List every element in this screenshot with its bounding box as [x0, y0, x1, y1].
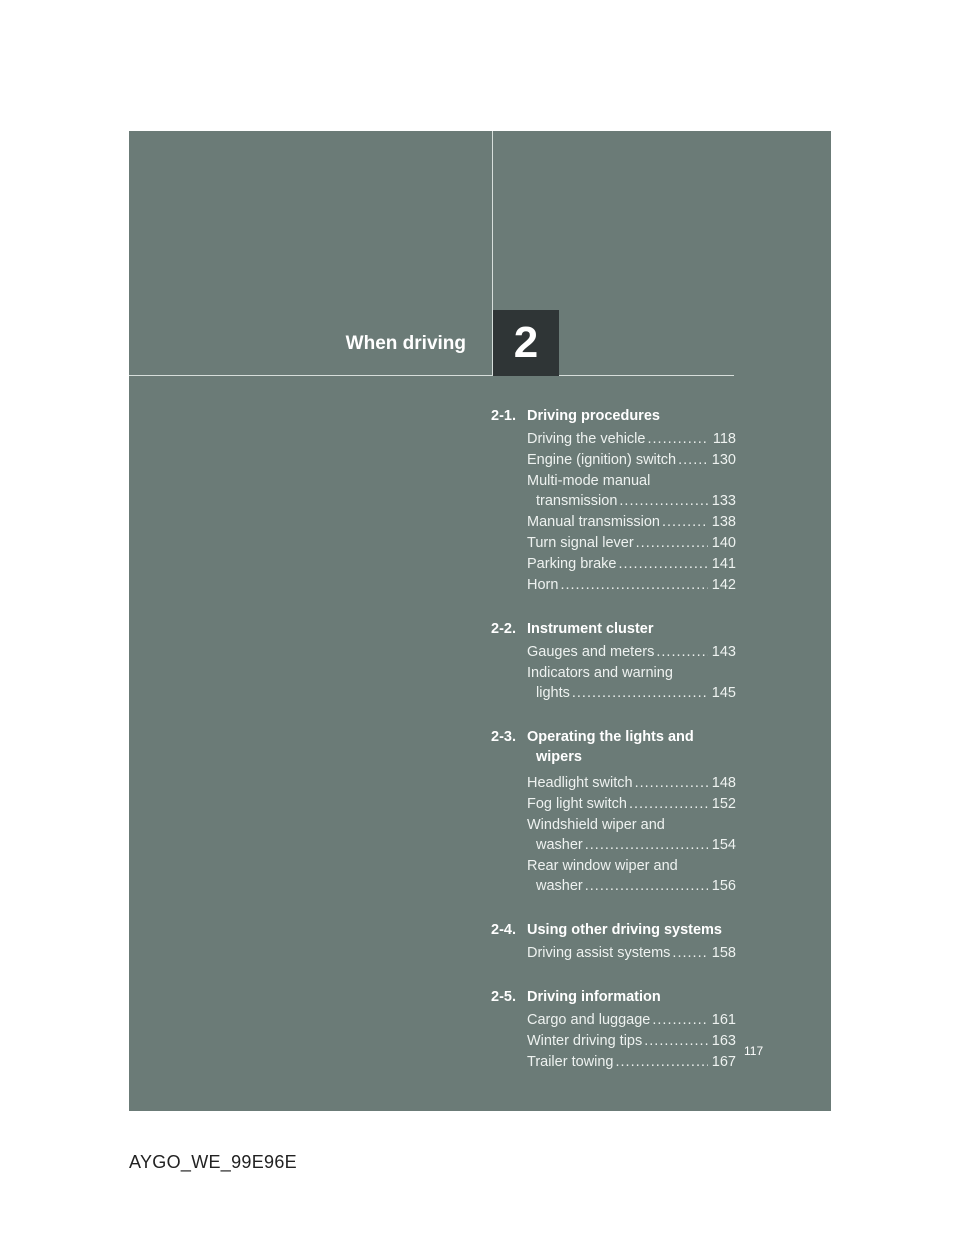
entry-title: Parking brake: [527, 556, 617, 572]
section-heading: [491, 987, 736, 1007]
entry-title: Winter driving tips: [527, 1033, 643, 1049]
section-number: 2-4.: [491, 922, 516, 938]
entry-line: [527, 683, 736, 703]
toc-entry[interactable]: [527, 1031, 736, 1051]
dot-leader: [629, 794, 708, 814]
entry-title-cont: lights: [536, 685, 570, 701]
entry-line: [527, 642, 736, 662]
dot-leader: [635, 773, 708, 793]
entry-line: [527, 491, 736, 511]
toc-entry[interactable]: [527, 794, 736, 814]
entry-line: [527, 773, 736, 793]
entry-title: Engine (ignition) switch: [527, 452, 677, 468]
section-number: 2-3.: [491, 729, 516, 745]
toc-entry[interactable]: [527, 642, 736, 662]
entry-title: Headlight switch: [527, 775, 633, 791]
entry-line: [527, 554, 736, 574]
toc-entry[interactable]: [527, 533, 736, 553]
dot-leader: [652, 1010, 707, 1030]
entry-line: [527, 450, 736, 470]
dot-leader: [636, 533, 708, 553]
toc-section: [491, 987, 736, 1072]
dot-leader: [585, 876, 708, 896]
entry-line: [527, 1010, 736, 1030]
entry-page: 118: [712, 431, 736, 447]
entry-title: Indicators and warning: [527, 665, 673, 681]
entry-title: Driving assist systems: [527, 945, 671, 961]
toc-entry[interactable]: [527, 856, 736, 896]
entry-title: Turn signal lever: [527, 535, 634, 551]
entry-page: 130: [711, 452, 736, 468]
toc-entry[interactable]: [527, 1010, 736, 1030]
section-number: 2-1.: [491, 408, 516, 424]
entry-page: 145: [711, 685, 736, 701]
entry-line: [527, 835, 736, 855]
entry-page: 143: [711, 644, 736, 660]
dot-leader: [678, 450, 708, 470]
entry-line: [527, 943, 736, 963]
entry-page: 140: [711, 535, 736, 551]
page-number: 117: [744, 1044, 764, 1058]
entry-line: [527, 575, 736, 595]
entry-line: [527, 512, 736, 532]
entry-title: Windshield wiper and: [527, 817, 665, 833]
entry-page: 154: [711, 837, 736, 853]
toc-entry[interactable]: [527, 512, 736, 532]
dot-leader: [644, 1031, 708, 1051]
section-heading: [491, 619, 736, 639]
entry-line: [527, 533, 736, 553]
entry-title: Driving the vehicle: [527, 431, 646, 447]
toc-entry[interactable]: [527, 943, 736, 963]
entry-page: 167: [711, 1054, 736, 1070]
dot-leader: [572, 683, 708, 703]
entry-page: 138: [711, 514, 736, 530]
entry-page: 142: [711, 577, 736, 593]
entry-title-cont: washer: [536, 837, 583, 853]
entry-line: [527, 794, 736, 814]
entry-page: 141: [711, 556, 736, 572]
dot-leader: [647, 429, 708, 449]
toc-section: [491, 727, 736, 896]
dot-leader: [619, 491, 707, 511]
table-of-contents: [491, 406, 736, 1096]
toc-entry[interactable]: [527, 575, 736, 595]
dot-leader: [585, 835, 708, 855]
toc-entry[interactable]: [527, 773, 736, 793]
section-heading: [491, 920, 736, 940]
entry-page: 163: [711, 1033, 736, 1049]
toc-section: [491, 920, 736, 963]
entry-title: Rear window wiper and: [527, 858, 678, 874]
entry-title-cont: washer: [536, 878, 583, 894]
toc-entry[interactable]: [527, 471, 736, 511]
entry-line: [527, 1031, 736, 1051]
section-title: Instrument cluster: [527, 621, 654, 637]
toc-entry[interactable]: [527, 663, 736, 703]
toc-entry[interactable]: [527, 554, 736, 574]
entry-page: 133: [711, 493, 736, 509]
section-title: Using other driving systems: [527, 922, 722, 938]
entry-line: [527, 1052, 736, 1072]
entry-title: Gauges and meters: [527, 644, 655, 660]
section-title: Operating the lights and: [527, 729, 694, 745]
chapter-title: When driving: [345, 333, 466, 354]
chapter-number: 2: [513, 318, 539, 367]
entry-line: [527, 876, 736, 896]
entry-title-cont: transmission: [536, 493, 618, 509]
toc-section: [491, 619, 736, 703]
entry-line: [527, 429, 736, 449]
entry-title: Fog light switch: [527, 796, 627, 812]
toc-section: [491, 406, 736, 595]
toc-entry[interactable]: [527, 815, 736, 855]
document-code: AYGO_WE_99E96E: [129, 1152, 297, 1172]
section-heading: [491, 727, 736, 767]
dot-leader: [560, 575, 707, 595]
horizontal-divider: [129, 375, 734, 376]
dot-leader: [616, 1052, 708, 1072]
dot-leader: [618, 554, 707, 574]
section-title: Driving information: [527, 989, 661, 1005]
dot-leader: [672, 943, 707, 963]
toc-entry[interactable]: [527, 450, 736, 470]
section-number: 2-5.: [491, 989, 516, 1005]
entry-title: Trailer towing: [527, 1054, 614, 1070]
entry-title: Cargo and luggage: [527, 1012, 651, 1028]
entry-page: 148: [711, 775, 736, 791]
entry-title: Horn: [527, 577, 559, 593]
dot-leader: [656, 642, 707, 662]
entry-title: Multi-mode manual: [527, 473, 651, 489]
toc-entry[interactable]: [527, 429, 736, 449]
entry-page: 156: [711, 878, 736, 894]
section-heading: [491, 406, 736, 426]
entry-title: Manual transmission: [527, 514, 660, 530]
dot-leader: [662, 512, 708, 532]
section-number: 2-2.: [491, 621, 516, 637]
entry-page: 158: [711, 945, 736, 961]
section-title-cont: wipers: [536, 749, 582, 765]
section-title: Driving procedures: [527, 408, 660, 424]
toc-entry[interactable]: [527, 1052, 736, 1072]
entry-page: 161: [711, 1012, 736, 1028]
chapter-number-box: [493, 310, 559, 376]
entry-page: 152: [711, 796, 736, 812]
